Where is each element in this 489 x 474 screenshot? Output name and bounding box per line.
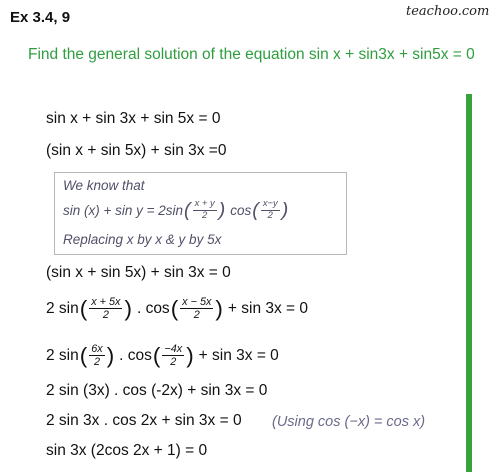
step-6: 2 sin (3x) . cos (-2x) + sin 3x = 0	[46, 382, 268, 399]
fraction-numerator: 6x	[91, 343, 103, 355]
open-paren: (	[79, 295, 88, 321]
fraction	[89, 296, 122, 322]
step-7-note: (Using cos (−x) = cos x)	[272, 414, 426, 430]
step-7: 2 sin 3x . cos 2x + sin 3x = 0	[46, 412, 242, 429]
box-line-2	[63, 199, 289, 222]
open-paren: (	[252, 198, 259, 221]
scrollbar[interactable]	[466, 94, 472, 472]
open-paren: (	[79, 342, 88, 368]
box-line-1: We know that	[63, 178, 145, 193]
box-line-2-lhs: sin (x) + sin y = 2sin	[63, 202, 184, 218]
fraction-numerator: −4x	[164, 343, 183, 355]
identity-box	[54, 172, 347, 255]
step-8: sin 3x (2cos 2x + 1) = 0	[46, 442, 208, 459]
fraction-numerator: x − 5x	[182, 296, 212, 308]
fraction-denominator: 2	[202, 209, 208, 221]
fraction-numerator: x−y	[262, 198, 278, 209]
fraction-denominator: 2	[102, 309, 109, 322]
exercise-title: Ex 3.4, 9	[10, 9, 71, 26]
step-4	[46, 296, 308, 322]
fraction	[261, 199, 280, 222]
step-5-a: 2 sin	[46, 346, 79, 364]
question-text: Find the general solution of the equation sin x + sin3x + sin5x = 0	[28, 46, 475, 63]
step-4-c: + sin 3x = 0	[227, 299, 309, 317]
step-3: (sin x + sin 5x) + sin 3x = 0	[46, 264, 231, 281]
open-paren: (	[170, 295, 179, 321]
close-paren: )	[215, 295, 223, 321]
fraction-denominator: 2	[193, 309, 200, 322]
box-line-3: Replacing x by x & y by 5x	[63, 232, 222, 247]
step-5-b: . cos	[119, 346, 152, 364]
fraction	[193, 199, 217, 222]
close-paren: )	[186, 342, 194, 368]
step-4-b: . cos	[136, 299, 170, 317]
close-paren: )	[281, 198, 289, 221]
close-paren: )	[106, 342, 115, 368]
close-paren: )	[124, 295, 132, 321]
open-paren: (	[184, 198, 191, 221]
brand-logo: teachoo.com	[406, 4, 489, 19]
fraction	[89, 343, 104, 369]
step-2: (sin x + sin 5x) + sin 3x =0	[46, 142, 227, 159]
step-1: sin x + sin 3x + sin 5x = 0	[46, 110, 221, 127]
fraction-denominator: 2	[93, 356, 100, 369]
fraction	[162, 343, 184, 369]
fraction-denominator: 2	[170, 356, 177, 369]
close-paren: )	[218, 198, 226, 221]
step-4-a: 2 sin	[46, 299, 79, 317]
fraction	[180, 296, 213, 322]
open-paren: (	[152, 342, 161, 368]
step-5	[46, 343, 279, 369]
box-line-2-cos: cos	[230, 202, 252, 218]
fraction-numerator: x + y	[194, 198, 215, 209]
fraction-denominator: 2	[267, 209, 273, 221]
step-5-c: + sin 3x = 0	[198, 346, 279, 364]
fraction-numerator: x + 5x	[91, 296, 121, 308]
